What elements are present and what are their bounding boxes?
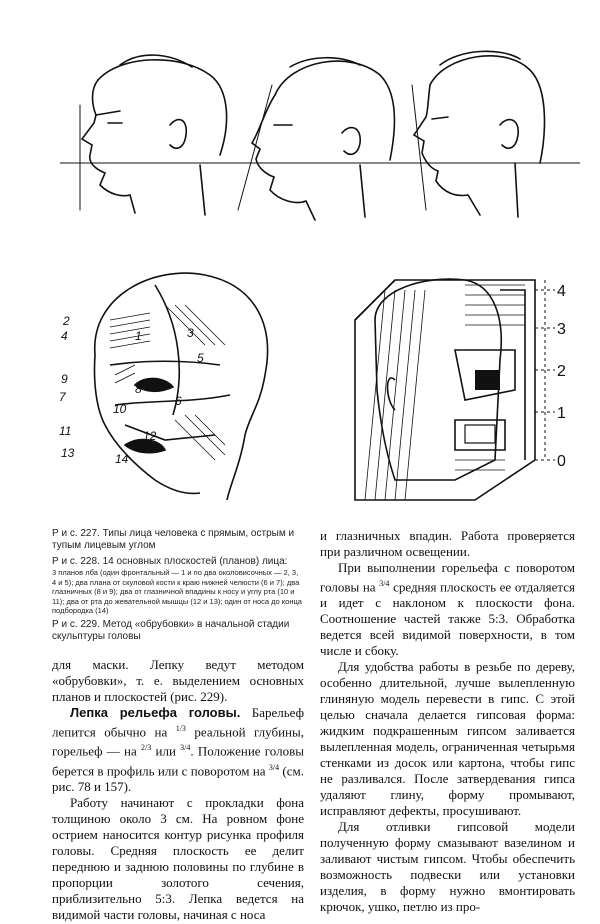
paragraph: и глазничных впадин. Работа проверяется при различном освещении. <box>320 528 575 559</box>
plane-label: 7 <box>59 390 66 404</box>
paragraph: Работу начинают с прокладки фона толщиною около 3 см. На ровном фоне острием наносится контур рисунка профиля головы. Средняя плоскость ее делит переднюю и заднюю половины по глубине в пропорции золотого сечения, приблизительно 5:3. Лепка ведется на видимой части головы, начиная с носа <box>52 794 304 922</box>
paragraph: для маски. Лепку ведут методом «обрубовки», т. е. выделением основных планов и плоскостей (рис. 229). <box>52 657 304 704</box>
caption-fig228-body: 3 планов лба (один фронтальный — 1 и по два околовисочных — 2, 3, 4 и 5); два плана от скуловой кости к краю нижней челюсти (6 и 7); два глазничных (8 и 9); два от глазничной впадины к носу и углу рта (10 и 11); два от рта до жевательной мышцы (12 и 13); один от носа до конца подбородка (14) <box>52 568 302 615</box>
caption-fig228-title: Р и с. 228. 14 основных плоскостей (планов) лица: <box>52 556 288 567</box>
profile-head-acute <box>252 58 394 220</box>
right-column <box>320 528 575 915</box>
paragraph: Для отливки гипсовой модели полученную форму смазывают вазелином и заливают чистым гипсом. Чтобы обеспечить возможность подвески или установки изделия, в форму нужно вмонтировать крючок, ушко, петлю из про- <box>320 819 575 915</box>
scale-label: 4 <box>557 283 566 300</box>
plane-label: 10 <box>113 402 127 416</box>
plane-label: 5 <box>197 351 204 365</box>
figure-228-face-planes <box>55 265 305 515</box>
figure-229-block-head <box>335 260 575 510</box>
left-column <box>52 657 304 923</box>
scale-label: 0 <box>557 453 566 470</box>
profile-head-straight <box>82 55 227 215</box>
plane-label: 9 <box>61 372 68 386</box>
section-heading: Лепка рельефа головы. <box>70 705 241 720</box>
plane-label: 1 <box>135 329 142 343</box>
plane-label: 8 <box>135 382 142 396</box>
plane-label: 12 <box>143 429 157 443</box>
plane-label: 6 <box>175 394 182 408</box>
paragraph: Лепка рельефа головы. Барельеф лепится обычно на $^{1/3}$ реальной глубины, горельеф — на $^{2/3}$ или $^{3/4}$. Положение головы берется в профиль или с поворотом на $^{3/4}$ (см. рис. 78 и 157). <box>52 705 305 794</box>
scale-label: 2 <box>557 363 566 380</box>
plane-label: 14 <box>115 452 129 466</box>
scale-label: 3 <box>557 321 566 338</box>
paragraph: Для удобства работы в резьбе по дереву, особенно длительной, лучше вылепленную глиняную модель перевести в гипс. С этой целью сначала делается гипсовая форма: жидким подкрашенным гипсом заливается вылепленная модель, ограниченная четырьмя стенками из досок или картона, чтобы гипс не разливался. После затвердевания гипса удаляют глину, форму промывают, исправляют дефекты, просушивают. <box>320 659 575 819</box>
scale-label: 1 <box>557 405 566 422</box>
caption-fig227: Р и с. 227. Типы лица человека с прямым, острым и тупым лицевым углом <box>52 528 295 551</box>
paragraph: При выполнении горельефа с поворотом головы на $^{3/4}$ средняя плоскость ее отдаляется и идет с наклоном к плоскости фона. Соотношение частей также 5:3. Обработка ведется всей видимой поверхности, в том числе и сбоку. <box>320 560 575 659</box>
plane-label: 3 <box>187 326 194 340</box>
plane-label: 2 <box>63 314 70 328</box>
figure-227-profiles <box>60 45 580 225</box>
caption-fig229: Р и с. 229. Метод «обрубовки» в начальной стадии скульптуры головы <box>52 618 290 642</box>
plane-label: 11 <box>59 424 72 438</box>
plane-label: 13 <box>61 446 75 460</box>
profile-head-obtuse <box>414 51 544 217</box>
plane-label: 4 <box>61 329 68 343</box>
